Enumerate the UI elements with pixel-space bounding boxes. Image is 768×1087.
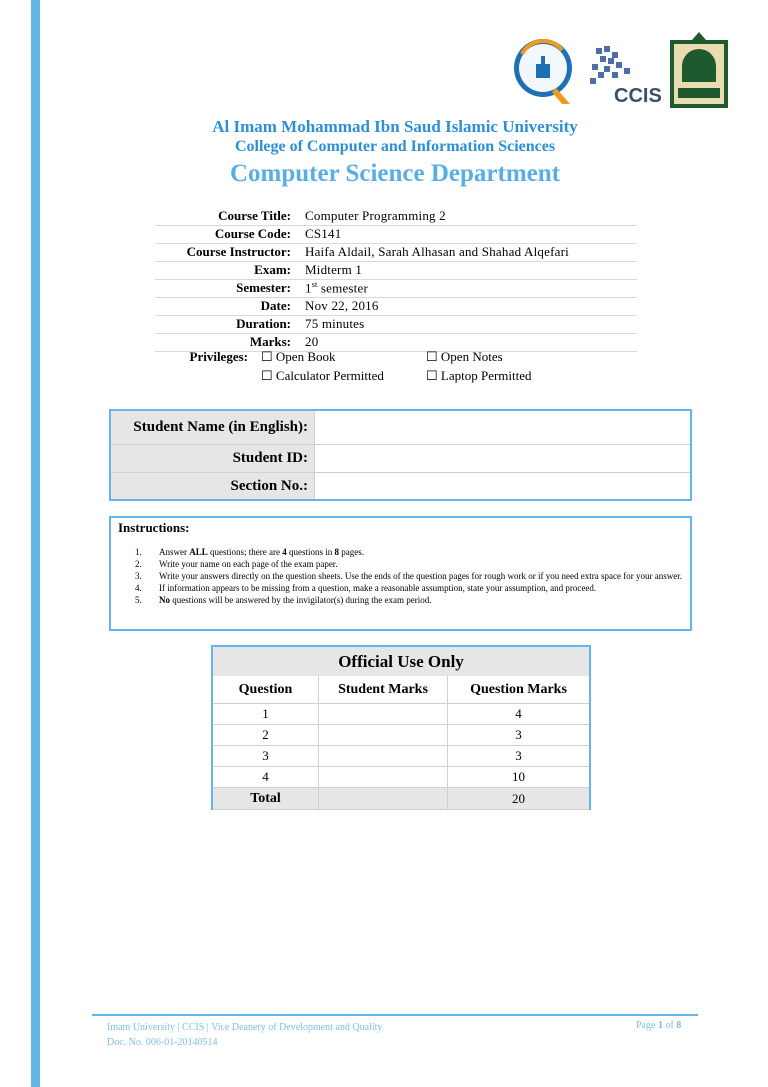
total-question-marks: 20 — [448, 788, 590, 810]
emphasis: 4 — [282, 547, 287, 557]
instruction-item — [111, 582, 685, 594]
checkbox-icon[interactable]: ☐ — [261, 368, 273, 383]
text: If information appears to be missing from a question, make a reasonable assumption, state your assumption, and proceed. — [159, 583, 597, 593]
student-id-field[interactable] — [314, 445, 690, 472]
total-label: Total — [213, 788, 319, 810]
course-info-table — [155, 208, 637, 352]
exam-row — [155, 262, 637, 280]
section-field[interactable] — [314, 473, 690, 499]
item-number: 2. — [135, 559, 142, 569]
duration-row — [155, 316, 637, 334]
course-instructor-row — [155, 244, 637, 262]
official-use-table — [211, 645, 591, 810]
item-number: 3. — [135, 571, 142, 581]
student-marks-cell[interactable] — [319, 725, 448, 746]
question-number: 2 — [213, 725, 319, 746]
university-name: Al Imam Mohammad Ibn Saud Islamic University — [212, 117, 578, 136]
text: questions will be answered by the invigilator(s) during the exam period. — [170, 595, 432, 605]
student-name-row — [111, 411, 690, 445]
department-name: Computer Science Department — [229, 160, 561, 187]
official-use-title: Official Use Only — [213, 647, 589, 676]
footer-doc-number: Doc. No. 006-01-20140514 — [107, 1037, 218, 1048]
semester-value — [305, 280, 637, 298]
footer-org: Imam University | CCIS | Vice Deanery of Development and Quality — [107, 1022, 383, 1033]
text: Write your name on each page of the exam paper. — [159, 559, 338, 569]
total-student-marks[interactable] — [319, 788, 448, 810]
exam-label: Exam: — [155, 262, 305, 280]
question-number: 3 — [213, 746, 319, 767]
text: questions in — [286, 547, 335, 557]
page-prefix: Page — [636, 1020, 658, 1031]
page-number — [636, 1020, 681, 1031]
instructions-box — [109, 516, 692, 631]
text: Answer — [159, 547, 190, 557]
course-instructor-value: Haifa Aldail, Sarah Alhasan and Shahad Alqefari — [305, 244, 637, 262]
instruction-item — [111, 570, 685, 582]
privileges-label: Privileges: — [189, 349, 248, 364]
question-marks-cell: 3 — [448, 725, 590, 746]
instruction-item — [111, 546, 685, 558]
laptop-option[interactable] — [426, 368, 532, 384]
question-marks-cell: 3 — [448, 746, 590, 767]
semester-number: 1 — [305, 280, 312, 296]
open-notes-option[interactable] — [426, 349, 503, 365]
svg-text:CCIS: CCIS — [614, 85, 662, 107]
page-total: 8 — [676, 1020, 682, 1031]
date-row — [155, 298, 637, 316]
question-marks-cell: 4 — [448, 704, 590, 725]
instructions-list — [111, 546, 685, 606]
section-row — [111, 473, 690, 499]
checkbox-icon[interactable]: ☐ — [261, 349, 273, 364]
question-number: 1 — [213, 704, 319, 725]
table-header-row — [213, 676, 589, 704]
table-row — [213, 704, 589, 725]
marks-label: Marks: — [155, 334, 305, 352]
marks-value: 20 — [305, 334, 637, 352]
open-book-label: Open Book — [275, 349, 336, 364]
course-title-value: Computer Programming 2 — [305, 208, 637, 226]
course-code-label: Course Code: — [155, 226, 305, 244]
student-marks-cell[interactable] — [319, 767, 448, 788]
item-number: 4. — [135, 583, 142, 593]
calculator-option[interactable] — [261, 368, 384, 384]
student-id-row — [111, 445, 690, 473]
emphasis: 8 — [334, 547, 340, 557]
item-number: 1. — [135, 547, 142, 557]
checkbox-icon[interactable]: ☐ — [426, 349, 438, 364]
course-code-value: CS141 — [305, 226, 637, 244]
footer-divider — [92, 1014, 698, 1016]
date-value: Nov 22, 2016 — [305, 298, 637, 316]
item-number: 5. — [135, 595, 142, 605]
text: Write your answers directly on the question sheets. Use the ends of the question pages for rough work or if you need extra space for your answer. — [159, 571, 682, 581]
page-current: 1 — [657, 1020, 663, 1031]
question-number: 4 — [213, 767, 319, 788]
student-marks-cell[interactable] — [319, 746, 448, 767]
date-label: Date: — [155, 298, 305, 316]
exam-value: Midterm 1 — [305, 262, 637, 280]
total-row — [213, 788, 589, 810]
checkbox-icon[interactable]: ☐ — [426, 368, 438, 383]
semester-suffix: st — [311, 280, 318, 289]
instruction-item — [111, 594, 685, 606]
course-code-row — [155, 226, 637, 244]
calculator-label: Calculator Permitted — [275, 368, 384, 383]
student-name-field[interactable] — [314, 411, 690, 444]
text: questions; there are — [207, 547, 283, 557]
text: pages. — [339, 547, 365, 557]
section-label: Section No.: — [111, 473, 314, 499]
duration-value: 75 minutes — [305, 316, 637, 334]
left-accent-bar — [31, 0, 40, 1087]
emphasis: ALL — [189, 547, 208, 557]
semester-word: semester — [317, 280, 368, 296]
quality-logo — [512, 34, 576, 106]
laptop-label: Laptop Permitted — [440, 368, 532, 383]
table-row — [213, 767, 589, 788]
table-row — [213, 746, 589, 767]
student-info-box — [109, 409, 692, 501]
open-book-option[interactable] — [261, 349, 336, 365]
semester-row — [155, 280, 637, 298]
logo-group — [512, 30, 730, 110]
open-notes-label: Open Notes — [440, 349, 503, 364]
course-instructor-label: Course Instructor: — [155, 244, 305, 262]
student-name-label: Student Name (in English): — [111, 411, 314, 444]
college-name: College of Computer and Information Sciences — [234, 138, 556, 155]
duration-label: Duration: — [155, 316, 305, 334]
student-marks-cell[interactable] — [319, 704, 448, 725]
student-id-label: Student ID: — [111, 445, 314, 472]
course-title-row — [155, 208, 637, 226]
table-row — [213, 725, 589, 746]
col-question: Question — [213, 676, 319, 704]
col-question-marks: Question Marks — [448, 676, 590, 704]
instruction-item — [111, 558, 685, 570]
question-marks-cell: 10 — [448, 767, 590, 788]
emphasis: No — [159, 595, 170, 605]
course-title-label: Course Title: — [155, 208, 305, 226]
page-mid: of — [662, 1020, 677, 1031]
col-student-marks: Student Marks — [319, 676, 448, 704]
imam-university-logo — [668, 32, 730, 110]
instructions-title: Instructions: — [118, 520, 190, 535]
ccis-logo — [586, 44, 666, 108]
semester-label: Semester: — [155, 280, 305, 298]
